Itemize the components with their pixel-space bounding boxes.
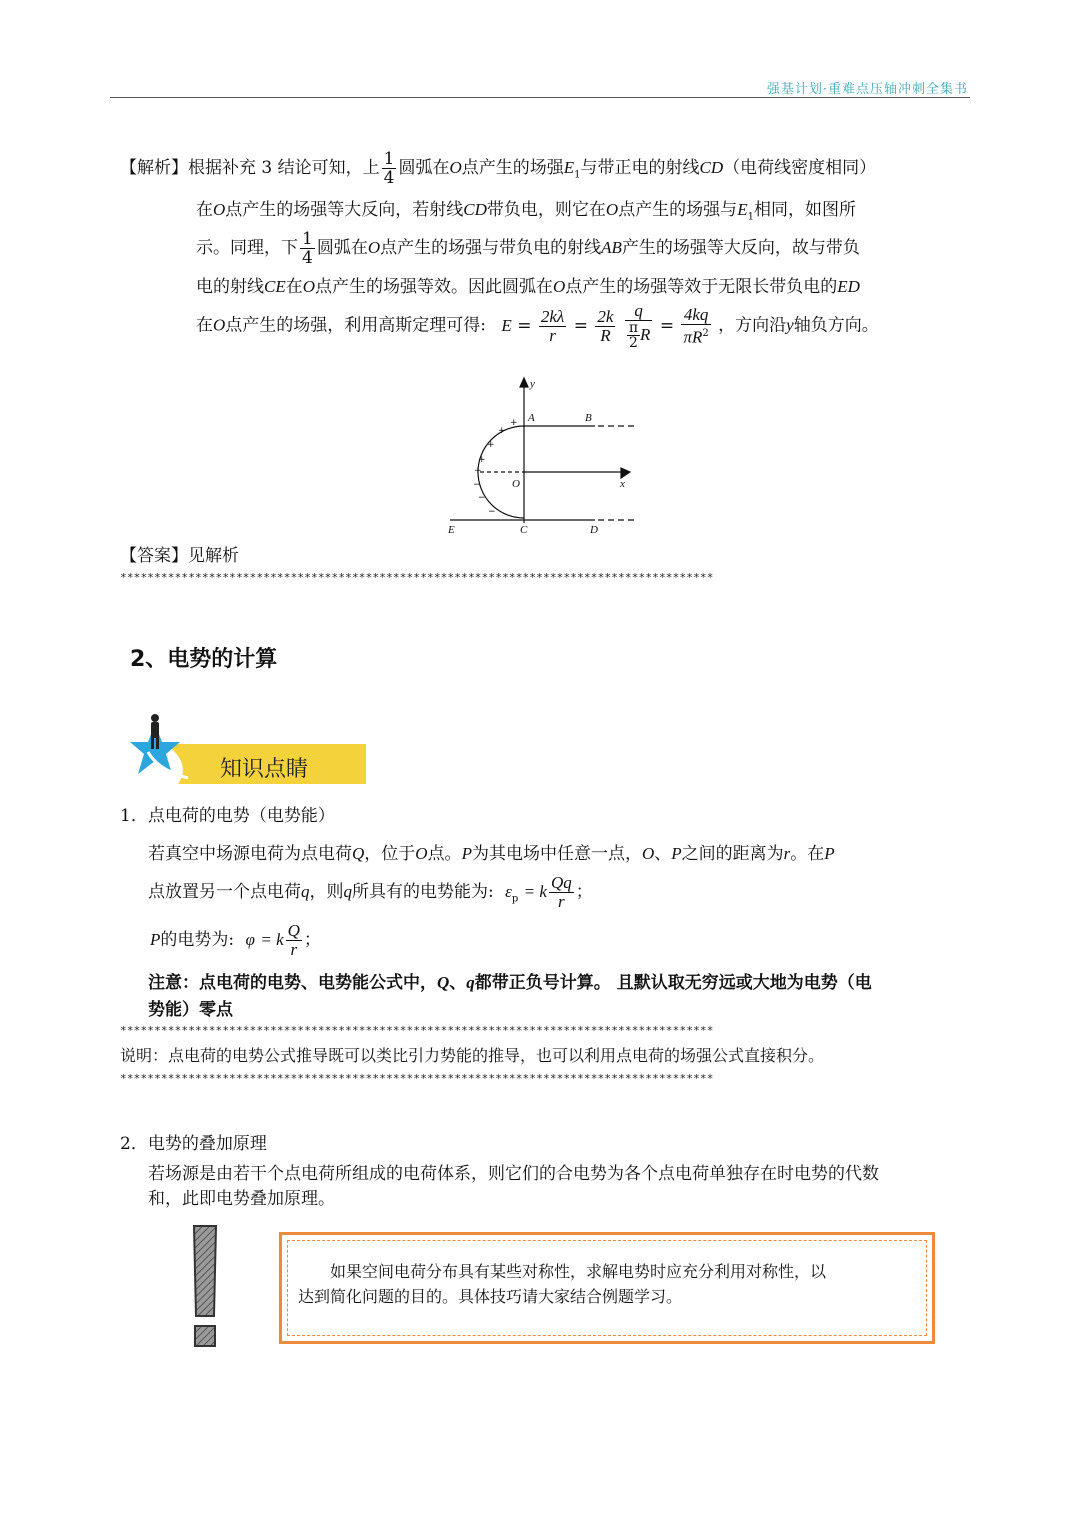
- label-x: x: [620, 478, 625, 490]
- plus-sign: +: [487, 440, 495, 450]
- gauss-formula: E = $\frac{2k\lambda}{r}$ = $\frac{2k}{R}$ q $\frac{\pi}{2}$ R = $\frac{4kq}{\pi R^2}$: [501, 301, 709, 351]
- point2-line-1: 若场源是由若干个点电荷所组成的电荷体系，则它们的合电势为各个点电荷单独存在时电势的代数: [148, 1164, 879, 1184]
- tip-line-2: 达到简化问题的目的。具体技巧请大家结合例题学习。: [298, 1287, 683, 1306]
- separator-stars: ***************************************************************************************: [120, 1072, 714, 1085]
- label-o: O: [512, 478, 520, 490]
- plus-sign: +: [474, 466, 482, 476]
- label-b: B: [585, 412, 592, 424]
- plus-sign: +: [498, 426, 506, 436]
- label-c: C: [520, 524, 528, 536]
- section-title: 2、电势的计算: [130, 647, 278, 672]
- point1-heading: 1．点电荷的电势（电势能）: [120, 806, 335, 826]
- point1-line-2: 点放置另一个点电荷q，则q所具有的电势能为: $\varepsilon_p = k$ $\frac{Qq}{r}$ ；: [148, 873, 593, 911]
- separator-stars: ***************************************************************************************: [120, 1024, 714, 1037]
- point1-line-3: P的电势为: φ = k $\frac{Q}{r}$ ；: [150, 921, 321, 959]
- point1-note-line-2: 势能）零点: [148, 1000, 233, 1020]
- answer-line: 【答案】见解析: [120, 546, 239, 566]
- y-axis-arrow: [520, 378, 528, 387]
- potential-energy-formula: $\varepsilon_p = k$ $\frac{Qq}{r}$: [505, 873, 572, 911]
- separator-stars: ***************************************************************************************: [120, 571, 714, 584]
- minus-sign: −: [478, 493, 486, 503]
- analysis-line-5: 在O点产生的场强，利用高斯定理可得: E = $\frac{2k\lambda}{r}$ = $\frac{2k}{R}$ q $\frac{\pi}{2}$ R = $\frac{4kq}{\pi R^2}$ ，方向沿y轴负方向。: [196, 301, 879, 351]
- point1-line-1: 若真空中场源电荷为点电荷Q，位于O点。P为其电场中任意一点，O、P之间的距离为r。在P: [148, 844, 835, 864]
- point1-explanation: 说明：点电荷的电势公式推导既可以类比引力势能的推导，也可以利用点电荷的场强公式直接积分。: [120, 1046, 825, 1065]
- minus-sign: −: [473, 480, 481, 490]
- analysis-line-2: 在O点产生的场强等大反向，若射线CD带负电，则它在O点产生的场强与$E_1$相同，如图所: [196, 200, 856, 223]
- label-y: y: [530, 378, 535, 390]
- analysis-tag: 【解析】: [120, 158, 188, 178]
- plus-sign: +: [510, 418, 518, 428]
- series-header: 强基计划·重难点压轴冲刺全集书: [766, 82, 968, 97]
- point2-line-2: 和，此即电势叠加原理。: [148, 1189, 335, 1209]
- tip-line-1: 如果空间电荷分布具有某些对称性，求解电势时应充分利用对称性，以: [330, 1262, 827, 1281]
- potential-formula: φ = k $\frac{Q}{r}$: [245, 921, 300, 959]
- label-e: E: [448, 524, 455, 536]
- plus-sign: +: [478, 455, 486, 465]
- minus-sign: −: [488, 507, 496, 517]
- fraction-quarter: $\frac{1}{4}$: [383, 149, 395, 188]
- knowledge-banner-label: 知识点睛: [220, 757, 309, 782]
- analysis-line-4: 电的射线CE在O点产生的场强等效。因此圆弧在O点产生的场强等效于无限长带负电的ED: [196, 277, 860, 297]
- analysis-line-3: 示。同理，下 $\frac{1}{4}$ 圆弧在O点产生的场强与带负电的射线AB产生的场强等大反向，故与带负: [196, 229, 860, 268]
- label-a: A: [528, 412, 535, 424]
- x-axis-arrow: [621, 468, 630, 478]
- header-divider: [110, 97, 970, 98]
- analysis-line-1: 【解析】根据补充 3 结论可知，上 $\frac{1}{4}$ 圆弧在O点产生的场强$E_1$与带正电的射线CD（电荷线密度相同）: [120, 149, 877, 188]
- charged-arc-figure: [440, 375, 650, 540]
- point2-heading: 2．电势的叠加原理: [120, 1134, 267, 1154]
- point1-note-line-1: 注意：点电荷的电势、电势能公式中，Q、q都带正负号计算。 且默认取无穷远或大地为电势（电: [148, 973, 872, 993]
- label-d: D: [590, 524, 598, 536]
- exclamation-icon: [190, 1224, 220, 1350]
